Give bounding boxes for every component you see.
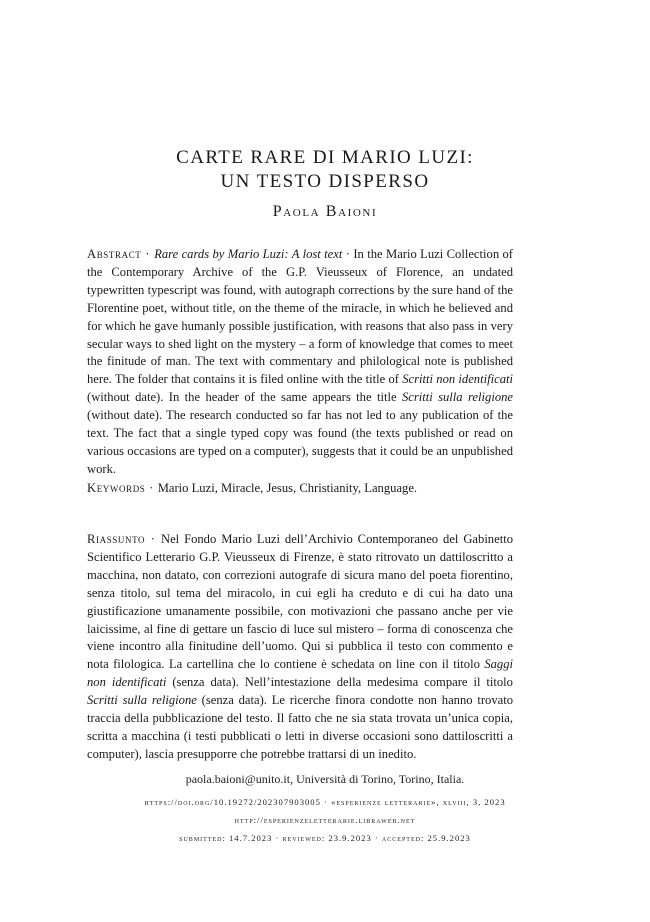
abstract-text-part-3: (without date). The research conducted so far has not led to any publication of the text. The fact that a single typed copy was found (the texts published or read on various occasions are typed on a computer), suggests that it could be an unpublished work. [87,408,513,476]
abstract-text-part-1: · In the Mario Luzi Collection of the Contemporary Archive of the G.P. Vieusseux of Florence, an undated typewritten typescript was found, with autograph corrections by the sure hand of the Florentine poet, without title, on the theme of the miracle, in which he believed and for which he gave humanly possible justification, with reasons that also pass in very secular ways to shed light on the mystery – a form of knowledge that comes to meet the finitude of man. The text with commentary and philological note is published here. The folder that contains it is filed online with the title of [87,247,513,387]
doi-line: https://doi.org/10.19272/202307903005 · «esperienze letterarie», xlviii, 3, 2023 [144,797,506,807]
riassunto-folder-title: Saggi non identificati [87,657,513,690]
riassunto-text-part-3: (senza data). Le ricerche finora condotte non hanno trovato traccia della pubblicazione del testo. Il fatto che ne sia stata trovata un’unica copia, scritta a macchina (i testi pubblicati o letti in diverse occasioni sono dattiloscritti a computer), lascia presupporre che potrebbe trattarsi di un inedito. [87,693,514,761]
riassunto-header-title: Scritti sulla religione [87,693,197,708]
abstract-english-title: Rare cards by Mario Luzi: A lost text [154,247,343,261]
abstract-text-part-2: (without date). In the header of the same appears the title [87,390,402,405]
keywords-text: Mario Luzi, Miracle, Jesus, Christianity, Language. [157,481,418,495]
riassunto-text-part-1: Nel Fondo Mario Luzi dell’Archivio Contemporaneo del Gabinetto Scientifico Letterario G.P. Vieusseux di Firenze, è stato ritrovato un dattiloscritto a macchina, non datato, con correzioni autografe di sicura mano del poeta fiorentino, senza titolo, sul tema del miracolo, in cui egli ha creduto e di cui ha dato una giustificazione umanamente possibile, con motivazioni che passano anche per vie laicissime, al fine di gettare un fascio di luce sul mistero – forma di conoscenza che viene incontro alla finitudine dell’uomo. Qui si pubblica il testo con commento e nota filologica. La cartellina che lo contiene è schedata on line con il titolo [87,532,513,672]
abstract-folder-title: Scritti non identificati [402,372,513,387]
journal-url: http://esperienzeletterarie.libraweb.net [234,815,416,825]
keywords-paragraph [87,480,513,498]
author-name: Paola Baioni [272,203,378,220]
submission-dates: submitted: 14.7.2023 · reviewed: 23.9.2023 · accepted: 25.9.2023 [179,833,471,843]
article-title-line-2: UN TESTO DISPERSO [220,171,430,192]
abstract-header-title: Scritti sulla religione [401,390,513,405]
abstract-label: Abstract · [87,247,155,261]
article-title-line-1: CARTE RARE DI MARIO LUZI: [176,147,474,168]
abstract-paragraph [87,246,513,479]
author-affiliation: paola.baioni@unito.it, Università di Torino, Torino, Italia. [185,772,465,786]
riassunto-paragraph [87,531,513,764]
riassunto-text-part-2: (senza data). Nell’intestazione della medesima compare il titolo [166,675,513,690]
keywords-label: Keywords · [87,481,158,495]
riassunto-label: Riassunto · [87,532,161,546]
